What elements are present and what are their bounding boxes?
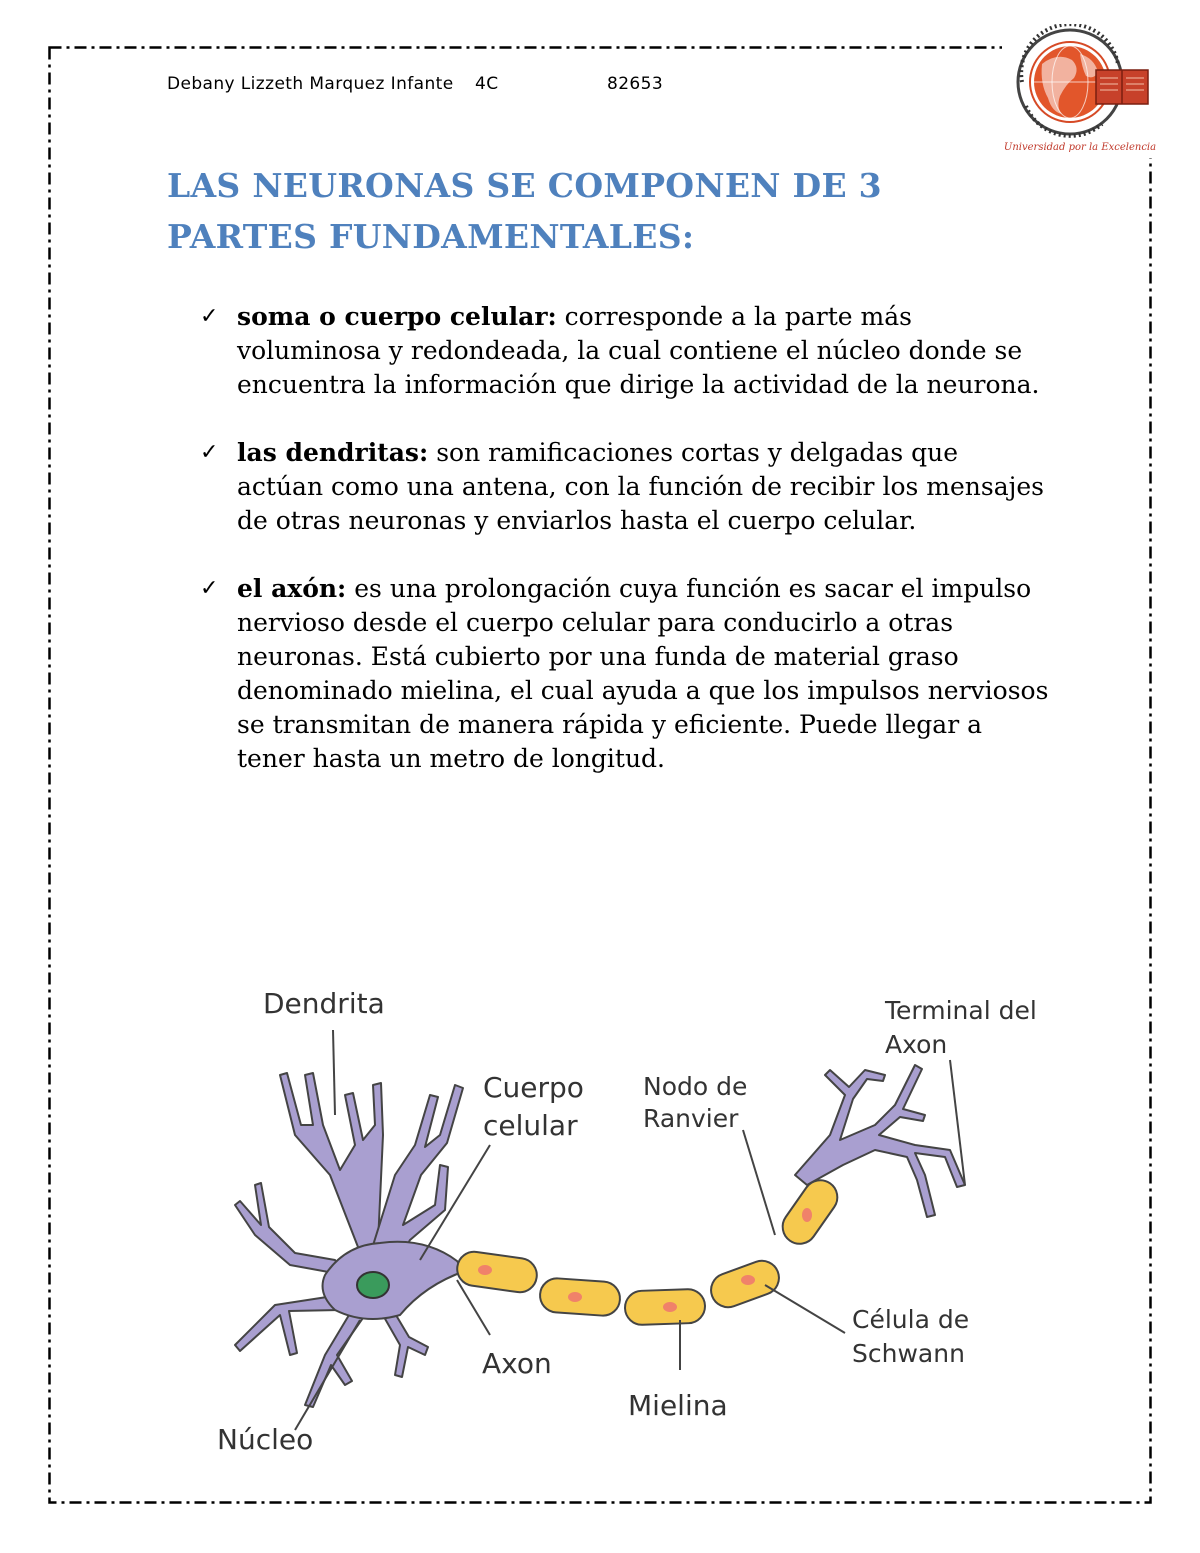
label-celula-line2: Schwann <box>852 1339 965 1368</box>
university-logo <box>1002 24 1158 158</box>
checkmark-icon: ✓ <box>200 576 219 601</box>
page-title: LAS NEURONAS SE COMPONEN DE 3 PARTES FUNDAMENTALES: <box>167 166 882 256</box>
item-text: es una prolongación cuya función es sacar el impulso nervioso desde el cuerpo celular para conducirlo a otras neuronas. Está cubierto por una funda de material graso denominado mielina, el cual ayuda a que los impulsos nerviosos se transmitan de manera rápida y eficiente. Puede llegar a tener hasta un metro de longitud. <box>237 574 1049 773</box>
label-nucleo: Núcleo <box>217 1423 314 1456</box>
student-group: 4C <box>475 74 499 94</box>
student-name: Debany Lizzeth Marquez Infante <box>167 74 454 94</box>
neuron-diagram <box>195 975 1075 1475</box>
item-term: el axón: <box>237 574 347 603</box>
item-text: corresponde a la parte más voluminosa y redondeada, la cual contiene el núcleo donde se encuentra la información que dirige la actividad de la neurona. <box>237 302 1040 399</box>
label-cuerpo-line1: Cuerpo <box>483 1071 584 1104</box>
list-item-axon <box>200 572 1050 776</box>
checkmark-icon: ✓ <box>200 304 219 329</box>
item-term: soma o cuerpo celular: <box>237 302 557 331</box>
myelin-sheath <box>455 1174 844 1326</box>
label-axon: Axon <box>482 1347 552 1380</box>
label-mielina: Mielina <box>628 1389 728 1422</box>
label-celula-line1: Célula de <box>852 1305 970 1334</box>
list-item-soma <box>200 300 1050 402</box>
label-terminal-line1: Terminal del <box>885 996 1037 1025</box>
document-header <box>167 74 663 94</box>
parts-list <box>200 300 1050 810</box>
student-id: 82653 <box>607 74 664 94</box>
nucleus-shape <box>357 1272 389 1298</box>
logo-motto: Universidad por la Excelencia <box>1003 142 1157 153</box>
label-nodo-line2: Ranvier <box>643 1104 739 1133</box>
item-term: las dendritas: <box>237 438 429 467</box>
label-nodo-line1: Nodo de <box>643 1072 748 1101</box>
item-text: son ramificaciones cortas y delgadas que actúan como una antena, con la función de recibir los mensajes de otras neuronas y enviarlos hasta el cuerpo celular. <box>237 438 1044 535</box>
list-item-dendritas <box>200 436 1050 538</box>
label-cuerpo-line2: celular <box>483 1109 578 1142</box>
label-terminal-line2: Axon <box>885 1030 948 1059</box>
checkmark-icon: ✓ <box>200 440 219 465</box>
label-dendrita: Dendrita <box>263 987 385 1020</box>
